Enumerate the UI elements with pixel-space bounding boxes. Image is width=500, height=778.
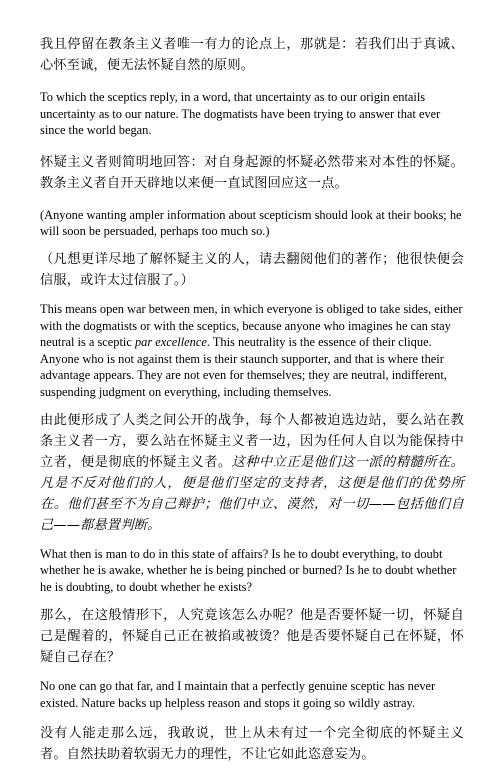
paragraph-en-6-part-a: This means open war between men, in which everyone is obliged to take sides, either with the dogmatists or with the sceptics, because anyone who imagines he can stay neutral is a sceptic: [40, 301, 463, 350]
paragraph-en-10: No one can go that far, and I maintain that a perfectly genuine sceptic has never existed. Nature backs up helpless reason and stops it going so wildly astray.: [40, 679, 436, 710]
paragraph-en-4: (Anyone wanting ampler information about scepticism should look at their books; he will soon be persuaded, perhaps too much so.): [40, 207, 462, 239]
paragraph-zh-5: （凡想更详尽地了解怀疑主义的人，请去翻阅他们的著作；他很快便会信服，或许太过信服了。）: [40, 251, 464, 288]
paragraph-en-6-part-b: . This neutrality is the essence of their clique. Anyone who is not against them is their staunch supporter, and that is where their advantage appears. They are not even for themselves; they are neutral, indifferent, suspending judgment on everything, including themselves.: [40, 335, 447, 399]
paragraph-zh-7: [40, 410, 464, 536]
paragraph-en-8: What then is man to do in this state of affairs? Is he to doubt everything, to doubt whether he is awake, whether he is being pinched or burned? Is he to doubt whether he is doubting, to doubt whether he exists?: [40, 546, 457, 594]
paragraph-zh-1: 我且停留在教条主义者唯一有力的论点上，那就是：若我们出于真诚、心怀至诚，便无法怀疑自然的原则。: [40, 37, 464, 73]
paragraph-en-6-emphasis: par excellence: [134, 335, 207, 350]
paragraph-zh-11: 没有人能走那么远，我敢说，世上从未有过一个完全彻底的怀疑主义者。自然扶助着软弱无力的理性，不让它如此恣意妄为。: [40, 725, 464, 762]
document-page: [40, 34, 464, 778]
paragraph-zh-7-part-a: 由此便形成了人类之间公开的战争，每个人都被迫选边站，要么站在教条主义者一方，要么站在怀疑主义者一边，因为任何人自以为能保持中立者，便是彻底的怀疑主义者。: [40, 412, 464, 470]
paragraph-en-6: [40, 301, 464, 401]
paragraph-zh-7-emphasis: 这种中立正是他们这一派的精髓所在。凡是不反对他们的人，便是他们坚定的支持者，这便是他们的优势所在。他们甚至不为自己辩护；他们中立、漠然，对一切——包括他们自己——都悬置判断。: [40, 454, 464, 533]
paragraph-zh-3: 怀疑主义者则简明地回答：对自身起源的怀疑必然带来对本性的怀疑。教条主义者自开天辟地以来便一直试图回应这一点。: [40, 154, 464, 191]
paragraph-zh-9: 那么，在这般情形下，人究竟该怎么办呢？他是否要怀疑一切，怀疑自己是醒着的，怀疑自己正在被掐或被烫？他是否要怀疑自己在怀疑，怀疑自己存在？: [40, 608, 464, 666]
paragraph-en-2: To which the sceptics reply, in a word, that uncertainty as to our origin entails uncertainty as to our nature. The dogmatists have been trying to answer that ever since the world began.: [40, 90, 441, 138]
